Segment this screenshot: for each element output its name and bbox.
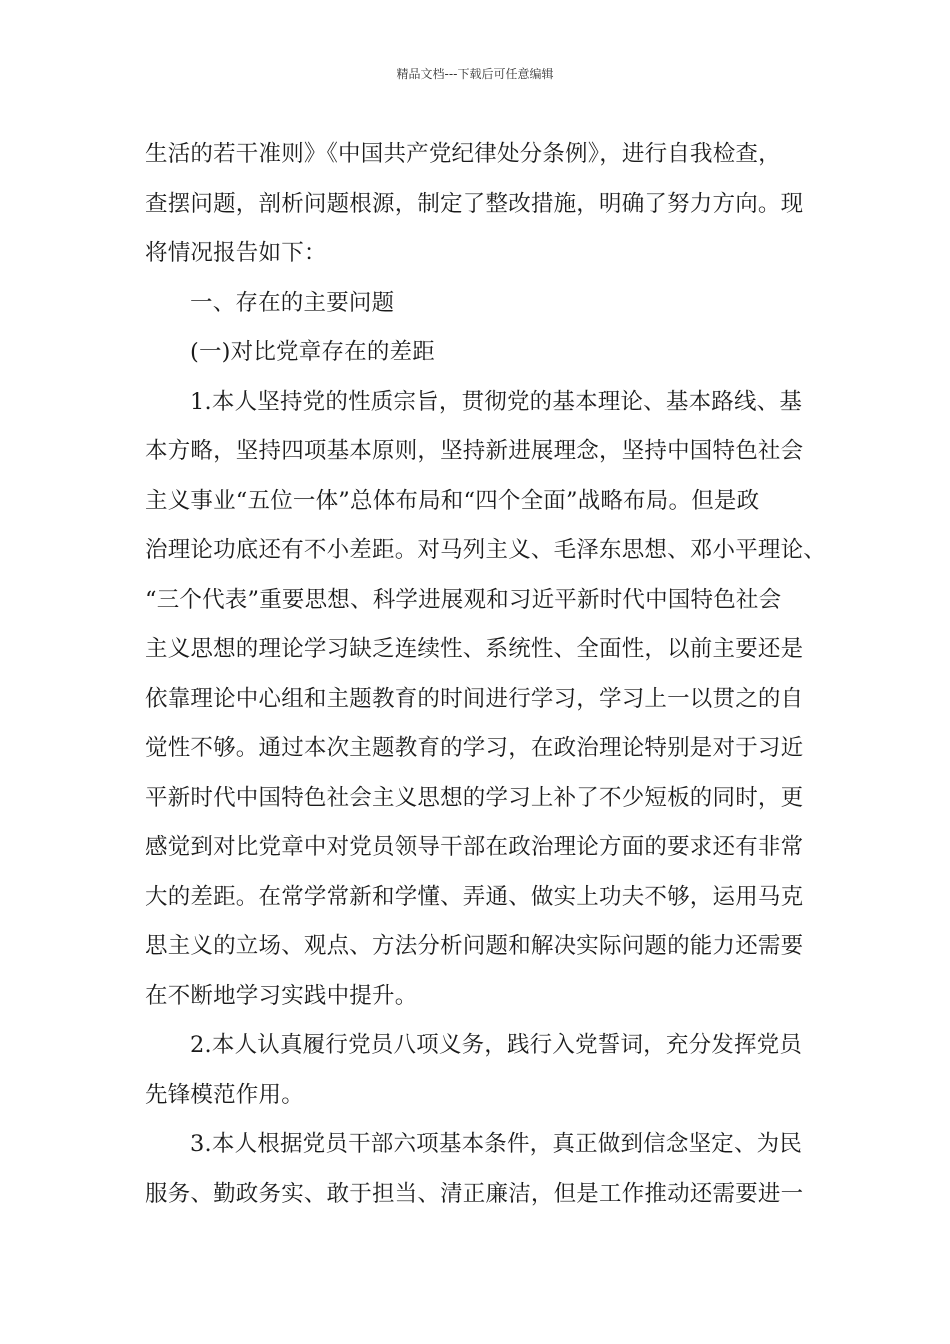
document-body [145, 130, 827, 1219]
text-line: 平新时代中国特色社会主义思想的学习上补了不少短板的同时，更 [145, 784, 804, 811]
text-line: 生活的若干准则》《中国共产党纪律处分条例》，进行自我检查， [145, 141, 781, 167]
text-line: 将情况报告如下： [145, 240, 327, 266]
text-line: 查摆问题，剖析问题根源，制定了整改措施，明确了努力方向。现 [145, 190, 804, 217]
text-line: 2.本人认真履行党员八项义务，践行入党誓词，充分发挥党员 [190, 1032, 803, 1058]
text-line: “三个代表”重要思想、科学进展观和习近平新时代中国特色社会 [145, 586, 782, 613]
text-line: 在不断地学习实践中提升。 [145, 982, 418, 1009]
text-line: 本方略，坚持四项基本原则，坚持新进展理念，坚持中国特色社会 [145, 438, 804, 464]
text-line: 先锋模范作用。 [145, 1081, 304, 1108]
text-line: 治理论功底还有不小差距。对马列主义、毛泽东思想、邓小平理论、 [145, 537, 827, 563]
text-line: 主义思想的理论学习缺乏连续性、系统性、全面性，以前主要还是 [145, 636, 804, 662]
text-line: 服务、勤政务实、敢于担当、清正廉洁，但是工作推动还需要进一 [145, 1180, 804, 1207]
page-header: 精品文档---下载后可任意编辑 [396, 67, 554, 81]
section-heading: 一、存在的主要问题 [190, 289, 395, 316]
text-line: 主义事业“五位一体”总体布局和“四个全面”战略布局。但是政 [145, 487, 760, 514]
text-line: 3.本人根据党员干部六项基本条件，真正做到信念坚定、为民 [190, 1131, 803, 1157]
text-line: 大的差距。在常学常新和学懂、弄通、做实上功夫不够，运用马克 [145, 883, 804, 910]
text-line: 感觉到对比党章中对党员领导干部在政治理论方面的要求还有非常 [145, 834, 804, 860]
text-line: 觉性不够。通过本次主题教育的学习，在政治理论特别是对于习近 [145, 735, 804, 761]
subsection-heading: (一)对比党章存在的差距 [190, 339, 435, 365]
text-line: 依靠理论中心组和主题教育的时间进行学习，学习上一以贯之的自 [145, 685, 804, 712]
text-line: 1.本人坚持党的性质宗旨，贯彻党的基本理论、基本路线、基 [190, 388, 803, 415]
text-line: 思主义的立场、观点、方法分析问题和解决实际问题的能力还需要 [145, 933, 804, 959]
